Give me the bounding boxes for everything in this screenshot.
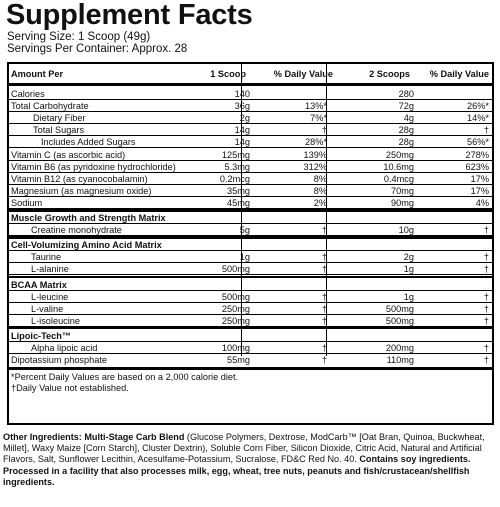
- amount-1-scoop: 0.2mcg: [219, 173, 250, 184]
- amount-2-scoops: 1g: [403, 291, 414, 302]
- facts-row: [9, 303, 492, 315]
- dv-1-scoop: 8%: [313, 173, 327, 184]
- dv-2-scoops: 17%: [470, 173, 489, 184]
- amount-2-scoops: 1g: [403, 264, 414, 275]
- nutrient-name: L-valine: [31, 303, 64, 314]
- dv-2-scoops: †: [483, 225, 489, 236]
- dv-2-scoops: 4%: [475, 197, 489, 208]
- other-label: Other Ingredients:: [3, 432, 82, 442]
- dv-1-scoop: 139%: [303, 149, 327, 160]
- header-row: [9, 68, 492, 81]
- facts-row: [9, 291, 492, 303]
- dv-1-scoop: †: [321, 303, 327, 314]
- dv-2-scoops: †: [483, 252, 489, 263]
- amount-2-scoops: 2g: [403, 252, 414, 263]
- section-title: Muscle Growth and Strength Matrix: [9, 212, 492, 224]
- facts-row: [9, 354, 492, 366]
- nutrient-name: Includes Added Sugars: [41, 137, 136, 148]
- dv-1-scoop: 28%*: [305, 137, 327, 148]
- facts-row: [9, 263, 492, 275]
- amount-2-scoops: 4g: [403, 113, 414, 124]
- amount-1-scoop: 45mg: [227, 197, 250, 208]
- header-col2: % Daily Value: [273, 69, 333, 79]
- amount-1-scoop: 2g: [239, 113, 250, 124]
- dv-1-scoop: 7%*: [310, 113, 327, 124]
- nutrient-name: Total Sugars: [33, 125, 85, 136]
- amount-1-scoop: 500mg: [221, 264, 250, 275]
- contains-text: Contains soy ingredients. Processed in a facility that also processes milk, egg, wheat, tree nuts, peanuts and fish/crustacean/shellfish ingredients.: [3, 454, 471, 487]
- nutrient-name: Dietary Fiber: [33, 113, 86, 124]
- facts-row: [9, 149, 492, 161]
- dv-1-scoop: †: [321, 225, 327, 236]
- amount-2-scoops: 10.6mg: [383, 161, 414, 172]
- amount-1-scoop: 35mg: [227, 185, 250, 196]
- section-title: Lipoic-Tech™: [9, 330, 492, 342]
- facts-row: [9, 88, 492, 100]
- dv-2-scoops: †: [483, 355, 489, 366]
- header-divider: [9, 83, 492, 86]
- amount-2-scoops: 10g: [398, 225, 414, 236]
- ingredients-text: (Glucose Polymers, Dextrose, ModCarb™ [Oat Bran, Quinoa, Buckwheat, Millet], Waxy Maize [Corn Starch], Cluster Dextrin), Soluble Corn Fiber, Silicon Dioxide, Citric Acid, Natural and Artificial Flavors, Salt, Sunflower Lecithin, Acesulfame-Potassium, Sucralose, FD&C Red No. 40.: [3, 432, 485, 465]
- section-title: Cell-Volumizing Amino Acid Matrix: [9, 239, 492, 251]
- dv-1-scoop: †: [321, 315, 327, 326]
- dv-1-scoop: 8%: [313, 185, 327, 196]
- dv-2-scoops: 26%*: [467, 101, 489, 112]
- facts-panel: [7, 62, 494, 425]
- dv-2-scoops: 623%: [465, 161, 489, 172]
- facts-row: [9, 112, 492, 124]
- facts-row: [9, 124, 492, 136]
- nutrient-name: Vitamin C (as ascorbic acid): [11, 149, 126, 160]
- dv-1-scoop: 13%*: [305, 101, 327, 112]
- amount-2-scoops: 500mg: [385, 315, 414, 326]
- amount-1-scoop: 55mg: [227, 355, 250, 366]
- other-ingredients: [3, 432, 497, 488]
- amount-1-scoop: 14g: [234, 137, 250, 148]
- nutrient-name: Alpha lipoic acid: [31, 343, 98, 353]
- header-amount-per: Amount Per: [11, 69, 64, 79]
- amount-2-scoops: 28g: [398, 125, 414, 136]
- nutrient-name: Total Carbohydrate: [11, 101, 89, 112]
- dv-1-scoop: †: [321, 264, 327, 275]
- dv-2-scoops: †: [483, 343, 489, 353]
- nutrient-name: L-alanine: [31, 264, 69, 275]
- amount-2-scoops: 90mg: [391, 197, 414, 208]
- dv-1-scoop: †: [321, 252, 327, 263]
- facts-row: [9, 197, 492, 209]
- dv-2-scoops: †: [483, 264, 489, 275]
- dv-2-scoops: 56%*: [467, 137, 489, 148]
- dv-2-scoops: †: [483, 315, 489, 326]
- nutrient-name: Magnesium (as magnesium oxide): [11, 185, 152, 196]
- dv-1-scoop: 312%: [303, 161, 327, 172]
- dv-2-scoops: 14%*: [467, 113, 489, 124]
- dv-1-scoop: †: [321, 343, 327, 353]
- facts-row: [9, 251, 492, 263]
- facts-row: [9, 224, 492, 236]
- facts-row: [9, 100, 492, 112]
- nutrient-name: L-isoleucine: [31, 315, 81, 326]
- facts-row: [9, 161, 492, 173]
- amount-1-scoop: 140: [234, 89, 250, 99]
- nutrient-name: Vitamin B12 (as cyanocobalamin): [11, 173, 148, 184]
- footnote-dagger: †Daily Value not established.: [11, 383, 129, 394]
- dv-1-scoop: †: [321, 291, 327, 302]
- dv-1-scoop: 2%: [313, 197, 327, 208]
- blend-label: Multi-Stage Carb Blend: [84, 432, 185, 442]
- amount-2-scoops: 500mg: [385, 303, 414, 314]
- facts-row: [9, 342, 492, 354]
- amount-2-scoops: 72g: [398, 101, 414, 112]
- nutrient-name: Vitamin B6 (as pyridoxine hydrochloride): [11, 161, 176, 172]
- nutrient-name: Calories: [11, 89, 45, 99]
- dv-2-scoops: †: [483, 291, 489, 302]
- header-col1: 1 Scoop: [210, 69, 246, 79]
- serving-size: Serving Size: 1 Scoop (49g): [7, 31, 151, 43]
- facts-row: [9, 173, 492, 185]
- dv-2-scoops: †: [483, 303, 489, 314]
- dv-1-scoop: †: [321, 125, 327, 136]
- dv-2-scoops: †: [483, 125, 489, 136]
- amount-1-scoop: 250mg: [221, 303, 250, 314]
- facts-row: [9, 315, 492, 327]
- amount-2-scoops: 200mg: [385, 343, 414, 353]
- amount-2-scoops: 280: [398, 89, 414, 99]
- column-divider: [326, 64, 327, 356]
- nutrient-name: Creatine monohydrate: [31, 225, 122, 236]
- amount-1-scoop: 5g: [239, 225, 250, 236]
- nutrient-name: Taurine: [31, 252, 62, 263]
- header-col4: % Daily Value: [429, 69, 489, 79]
- nutrient-name: Sodium: [11, 197, 43, 208]
- title: Supplement Facts: [6, 0, 253, 31]
- amount-1-scoop: 1g: [239, 252, 250, 263]
- amount-1-scoop: 36g: [234, 101, 250, 112]
- servings-per-container: Servings Per Container: Approx. 28: [7, 43, 188, 55]
- dv-2-scoops: 278%: [465, 149, 489, 160]
- column-divider: [241, 64, 242, 356]
- nutrient-name: Dipotassium phosphate: [11, 355, 108, 366]
- footnote-divider: [9, 367, 492, 370]
- dv-2-scoops: 17%: [470, 185, 489, 196]
- amount-1-scoop: 14g: [234, 125, 250, 136]
- amount-1-scoop: 100mg: [221, 343, 250, 353]
- amount-1-scoop: 250mg: [221, 315, 250, 326]
- nutrient-name: L-leucine: [31, 291, 69, 302]
- dv-1-scoop: †: [321, 355, 327, 366]
- amount-2-scoops: 0.4mcg: [383, 173, 414, 184]
- amount-2-scoops: 110mg: [386, 355, 414, 366]
- amount-2-scoops: 70mg: [391, 185, 414, 196]
- facts-row: [9, 185, 492, 197]
- section-title: BCAA Matrix: [9, 279, 492, 291]
- facts-row: [9, 136, 492, 148]
- footnote-dv: *Percent Daily Values are based on a 2,000 calorie diet.: [11, 372, 239, 383]
- amount-1-scoop: 500mg: [221, 291, 250, 302]
- amount-2-scoops: 28g: [398, 137, 414, 148]
- header-col3: 2 Scoops: [369, 69, 410, 79]
- amount-2-scoops: 250mg: [385, 149, 414, 160]
- amount-1-scoop: 5.3mg: [224, 161, 250, 172]
- amount-1-scoop: 125mg: [221, 149, 250, 160]
